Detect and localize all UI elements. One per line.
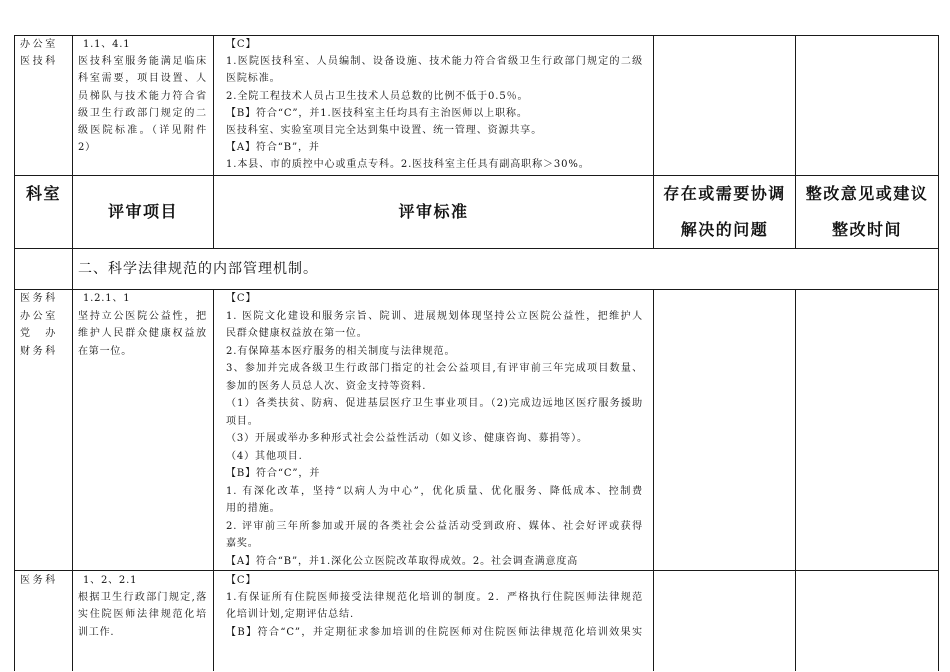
advice-cell xyxy=(796,290,939,571)
header-standard-cell xyxy=(214,176,654,249)
standard-line: 【A】符合“B”，并1.深化公立医院改革取得成效。2。社会调查满意度高 xyxy=(226,555,579,567)
header-advice-line: 整改意见或建议 xyxy=(805,184,929,203)
standard-line: 医技科室、实验室项目完全达到集中设置、统一管理、资源共享。 xyxy=(226,125,543,137)
dept-cell xyxy=(15,36,73,176)
item-line: 科室需要，项目设置、人 xyxy=(78,73,207,85)
item-line: 级卫生行政部门规定的二 xyxy=(78,107,207,119)
header-standard: 评审标准 xyxy=(398,202,469,221)
dept-line: 办公室 xyxy=(20,310,58,322)
item-cell xyxy=(73,290,214,571)
standard-cell xyxy=(214,290,654,571)
header-item-cell xyxy=(73,176,214,249)
standard-line: 嘉奖。 xyxy=(226,538,259,549)
header-row xyxy=(15,176,939,249)
header-issues-line: 存在或需要协调 xyxy=(663,184,786,203)
item-line: 医技科室服务能满足临床 xyxy=(78,56,207,68)
standard-line: 【B】符合“C”，并1.医技科室主任均具有主治医师以上职称。 xyxy=(226,107,528,119)
standard-line: 1.有保证所有住院医师接受法律规范化培训的制度。2．严格执行住院医师法律规范 xyxy=(226,592,643,604)
item-line: 员梯队与技术能力符合省 xyxy=(78,90,207,102)
dept-line: 党 办 xyxy=(20,328,58,339)
standard-line: 1. 有深化改革，坚持“以病人为中心”，优化质量、优化服务、降低成本、控制费 xyxy=(226,485,643,497)
dept-line: 医技科 xyxy=(20,56,58,68)
standard-line: 【C】 xyxy=(226,293,257,304)
standard-line: 2.全院工程技术人员占卫生技术人员总数的比例不低于0.5％。 xyxy=(226,90,529,102)
header-issues-line: 解决的问题 xyxy=(680,220,769,239)
header-advice-cell xyxy=(796,176,939,249)
dept-line: 医务科 xyxy=(20,293,58,304)
standard-line: 1. 医院文化建设和服务宗旨、院训、进展规划体现坚持公立医院公益性，把维护人 xyxy=(226,310,643,322)
standard-line: 3、参加并完成各级卫生行政部门指定的社会公益项目,有评审前三年完成项目数量、 xyxy=(226,363,643,374)
standard-line: （4）其他项目. xyxy=(226,450,303,462)
standard-line: 【C】 xyxy=(226,39,257,50)
issues-cell xyxy=(654,36,796,176)
item-cell xyxy=(73,571,214,671)
standard-line: 【C】 xyxy=(226,575,257,586)
header-dept: 科室 xyxy=(25,184,61,203)
section-title: 二、科学法律规范的内部管理机制。 xyxy=(78,261,318,277)
standard-line: 医院标准。 xyxy=(226,73,281,85)
standard-line: 1.本县、市的质控中心或重点专科。2.医技科室主任具有副高职称＞30%。 xyxy=(226,159,590,171)
dept-line: 财务科 xyxy=(20,345,58,357)
section-row xyxy=(15,249,939,290)
standard-line: 参加的医务人员总人次、资金支持等资料. xyxy=(226,380,427,392)
issues-cell xyxy=(654,290,796,571)
standard-line: 用的措施。 xyxy=(226,503,281,514)
item-cell xyxy=(73,36,214,176)
dept-line: 办公室 xyxy=(20,39,58,50)
item-line: 实住院医师法律规范化培 xyxy=(78,609,207,621)
header-item: 评审项目 xyxy=(107,202,178,221)
dept-cell xyxy=(15,290,73,571)
review-table xyxy=(14,35,939,671)
item-line: 在第一位。 xyxy=(78,345,132,357)
item-code: 1、2、2.1 xyxy=(83,575,138,586)
section-title-cell xyxy=(73,249,939,290)
standard-line: 【A】符合“B”，并 xyxy=(226,142,320,154)
advice-cell xyxy=(796,571,939,671)
header-dept-cell xyxy=(15,176,73,249)
standard-line: 2.有保障基本医疗服务的相关制度与法律规范。 xyxy=(226,345,456,357)
issues-cell xyxy=(654,571,796,671)
standard-line: 【B】符合“C”，并 xyxy=(226,468,321,479)
standard-line: 民群众健康权益放在第一位。 xyxy=(226,328,368,339)
header-advice-line: 整改时间 xyxy=(831,220,902,239)
standard-cell xyxy=(214,36,654,176)
item-line: 维护人民群众健康权益放 xyxy=(78,328,207,339)
standard-line: 化培训计划,定期评估总结. xyxy=(226,609,355,621)
standard-line: （3）开展或举办多种形式社会公益性活动（如义诊、健康咨询、募捐等）。 xyxy=(226,433,588,444)
table-row xyxy=(15,571,939,671)
standard-line: 2. 评审前三年所参加或开展的各类社会公益活动受到政府、媒体、社会好评或获得 xyxy=(226,520,643,532)
advice-cell xyxy=(796,36,939,176)
table-row xyxy=(15,36,939,176)
item-line: 训工作. xyxy=(78,626,115,638)
dept-cell xyxy=(15,571,73,671)
standard-line: 【B】符合“C”，并定期征求参加培训的住院医师对住院医师法律规范化培训效果实 xyxy=(226,626,643,638)
standard-cell xyxy=(214,571,654,671)
item-code: 1.1、4.1 xyxy=(83,39,131,50)
header-issues-cell xyxy=(654,176,796,249)
standard-line: 1.医院医技科室、人员编制、设备设施、技术能力符合省级卫生行政部门规定的二级 xyxy=(226,56,643,68)
standard-line: 项目。 xyxy=(226,415,259,427)
table-row xyxy=(15,290,939,571)
item-code: 1.2.1、1 xyxy=(83,293,131,304)
dept-line: 医务科 xyxy=(20,575,58,586)
item-line: 根据卫生行政部门规定,落 xyxy=(78,592,207,604)
item-line: 级医院标准。（详见附件 xyxy=(78,125,207,137)
standard-line: （1）各类扶贫、防病、促进基层医疗卫生事业项目。（2)完成边远地区医疗服务援助 xyxy=(226,398,643,409)
section-dept-cell xyxy=(15,249,73,290)
item-line: 2） xyxy=(78,142,96,154)
item-line: 坚持立公医院公益性，把 xyxy=(78,310,207,322)
